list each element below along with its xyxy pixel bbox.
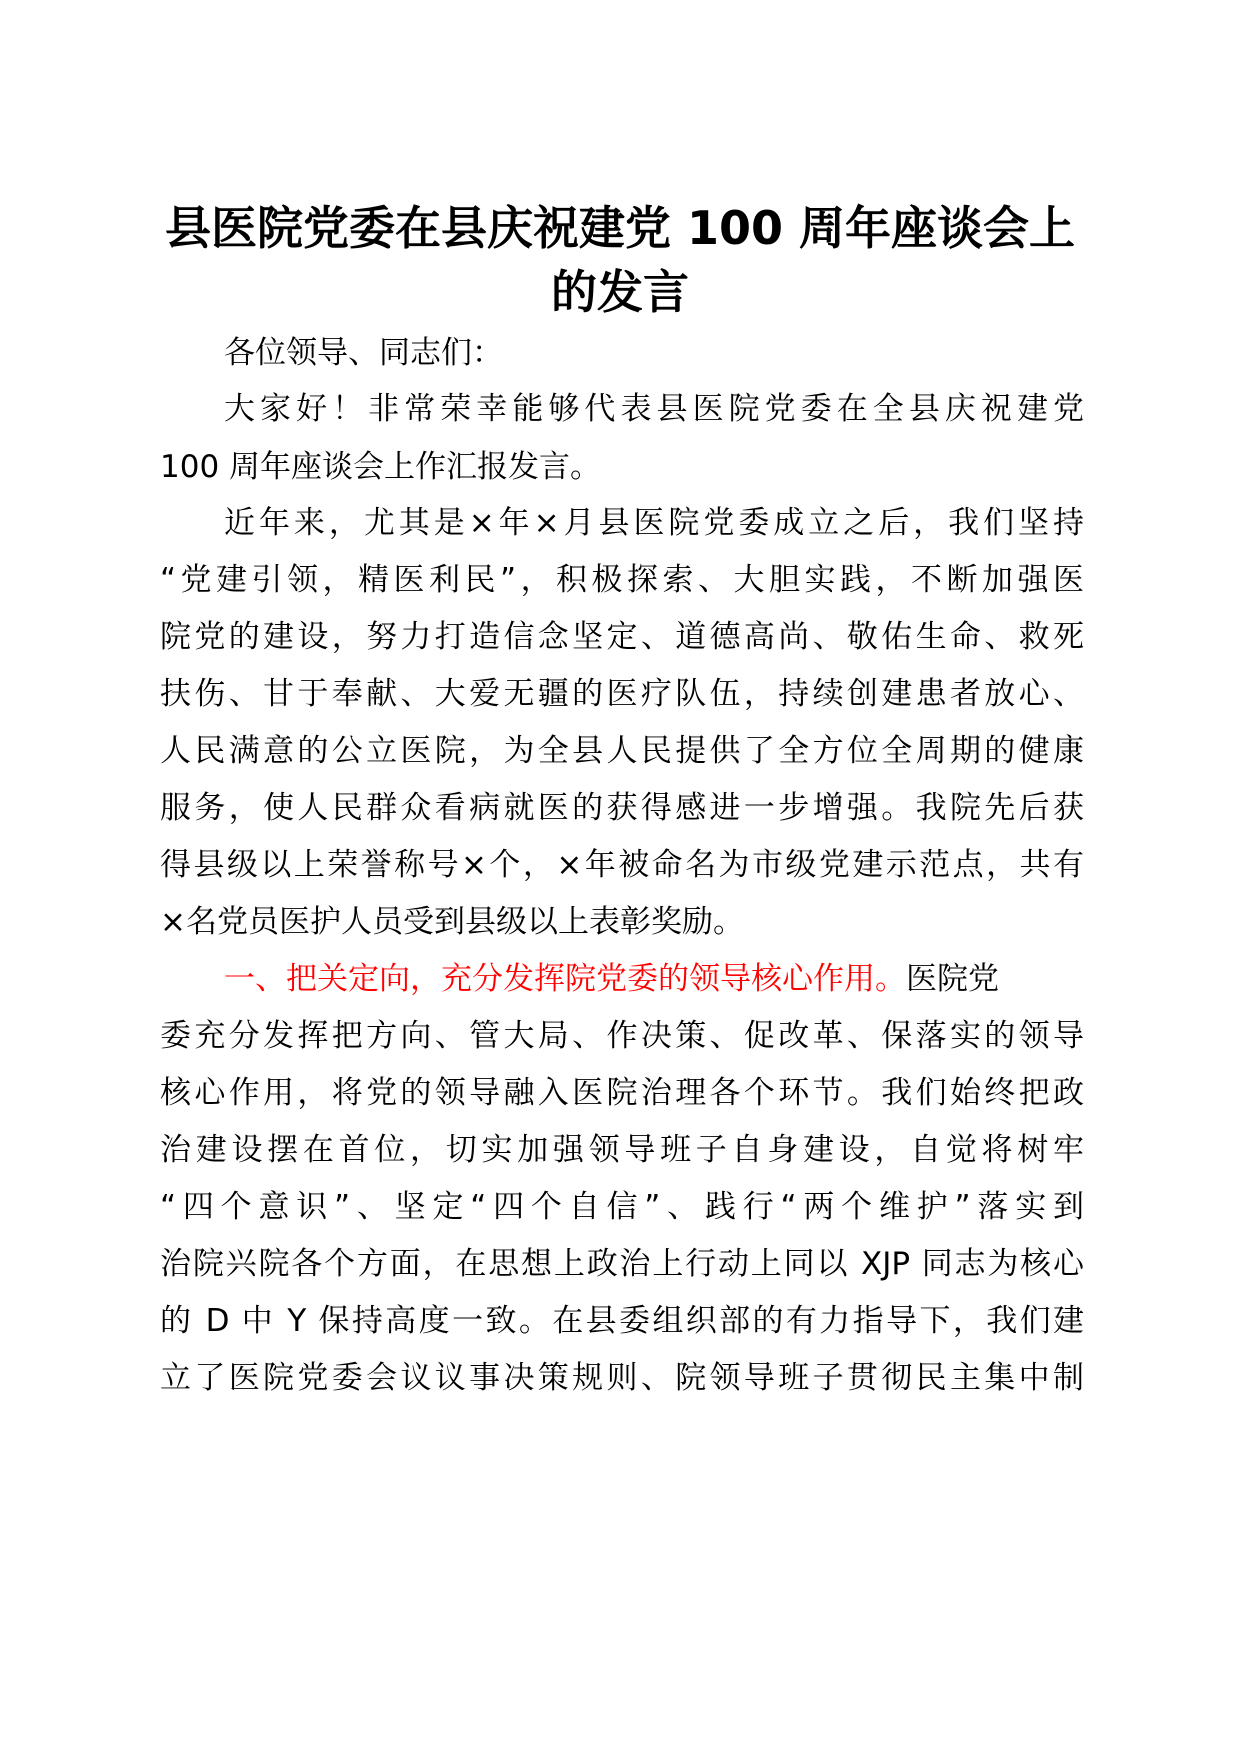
- paragraph-line: 大家好！非常荣幸能够代表县医院党委在全县庆祝建党: [224, 391, 1084, 427]
- paragraph-line: 人民满意的公立医院，为全县人民提供了全方位全周期的健康: [160, 733, 1084, 769]
- paragraph-line: 100 周年座谈会上作汇报发言。: [160, 449, 602, 485]
- section-1-first-line: [160, 959, 1084, 999]
- salutation: 各位领导、同志们：: [224, 335, 503, 371]
- paragraph-line: 委充分发挥把方向、管大局、作决策、促改革、保落实的领导: [160, 1018, 1084, 1054]
- paragraph-line: ×名党员医护人员受到县级以上表彰奖励。: [160, 904, 744, 940]
- paragraph-line: 服务，使人民群众看病就医的获得感进一步增强。我院先后获: [160, 790, 1084, 826]
- section-1-heading: 一、把关定向，充分发挥院党委的领导核心作用。: [224, 961, 906, 997]
- paragraph-line: 扶伤、甘于奉献、大爱无疆的医疗队伍，持续创建患者放心、: [160, 676, 1084, 712]
- paragraph-line: 院党的建设，努力打造信念坚定、道德高尚、敬佑生命、救死: [160, 619, 1084, 655]
- title-line-1: 县医院党委在县庆祝建党 100 周年座谈会上: [164, 201, 1076, 255]
- paragraph-line: 立了医院党委会议议事决策规则、院领导班子贯彻民主集中制: [160, 1360, 1084, 1396]
- document-title: [150, 196, 1090, 324]
- title-line-2: 的发言: [551, 265, 689, 319]
- paragraph-line: 近年来，尤其是×年×月县医院党委成立之后，我们坚持: [224, 505, 1084, 541]
- paragraph-line: 的 D 中 Y 保持高度一致。在县委组织部的有力指导下，我们建: [160, 1303, 1084, 1339]
- paragraph-line: 治建设摆在首位，切实加强领导班子自身建设，自觉将树牢: [160, 1132, 1084, 1168]
- paragraph-line: 治院兴院各个方面，在思想上政治上行动上同以 XJP 同志为核心: [160, 1246, 1084, 1282]
- paragraph-line: “党建引领，精医利民”，积极探索、大胆实践，不断加强医: [160, 562, 1084, 598]
- section-1-first-line-rest: 医院党: [906, 961, 999, 997]
- paragraph-line: 得县级以上荣誉称号×个，×年被命名为市级党建示范点，共有: [160, 847, 1084, 883]
- paragraph-line: “四个意识”、坚定“四个自信”、践行“两个维护”落实到: [160, 1189, 1084, 1225]
- paragraph-line: 核心作用，将党的领导融入医院治理各个环节。我们始终把政: [160, 1075, 1084, 1111]
